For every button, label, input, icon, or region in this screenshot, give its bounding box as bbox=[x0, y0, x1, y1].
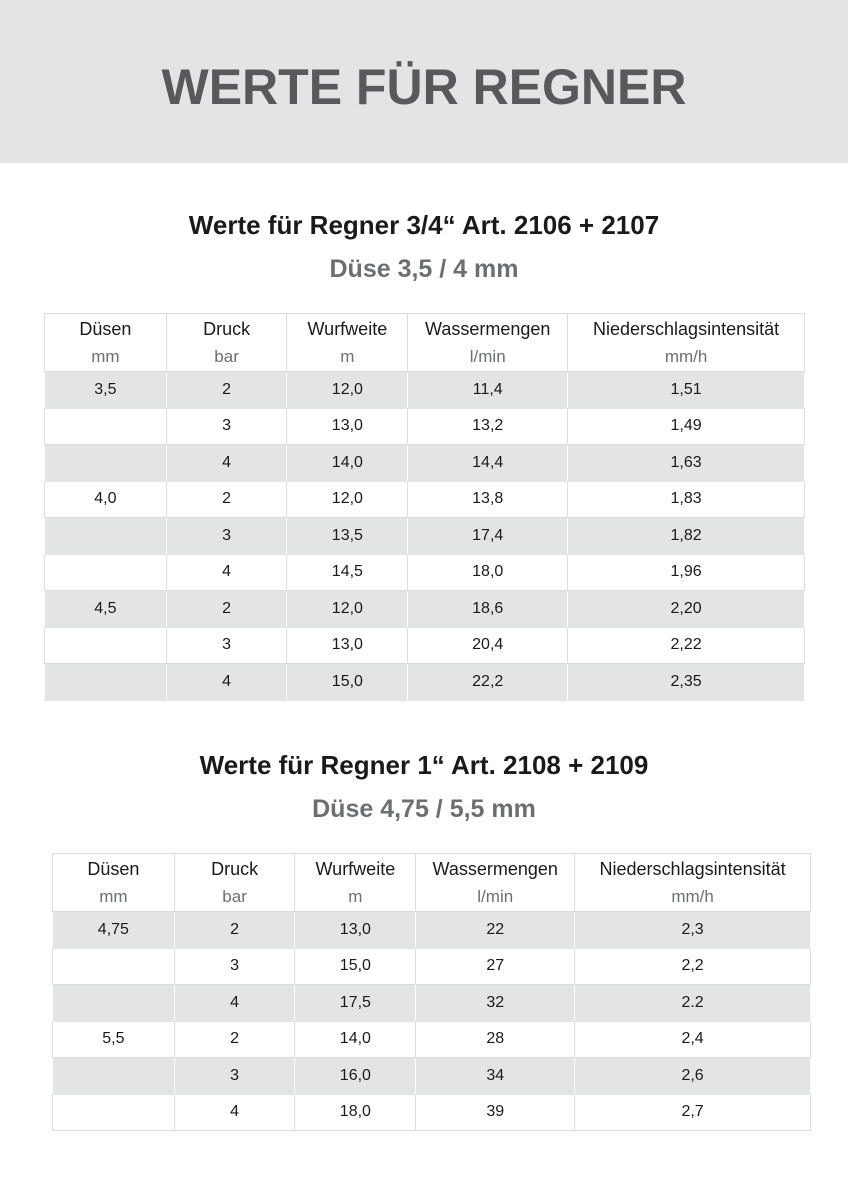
cell-niederschlag: 1,51 bbox=[568, 372, 805, 409]
column-unit: l/min bbox=[477, 886, 514, 906]
table-row bbox=[45, 627, 805, 664]
cell-wurfweite: 13,0 bbox=[295, 912, 416, 949]
cell-niederschlag: 1,96 bbox=[568, 554, 805, 591]
cell-druck: 4 bbox=[166, 554, 287, 591]
column-label: Druck bbox=[211, 858, 259, 879]
page-title: WERTE FÜR REGNER bbox=[161, 59, 687, 115]
table-row bbox=[53, 1094, 811, 1131]
cell-niederschlag: 1,83 bbox=[568, 481, 805, 518]
table-row bbox=[45, 554, 805, 591]
cell-wurfweite: 16,0 bbox=[295, 1058, 416, 1095]
cell-wassermengen: 34 bbox=[416, 1058, 575, 1095]
cell-druck: 3 bbox=[166, 408, 287, 445]
cell-wassermengen: 32 bbox=[416, 985, 575, 1022]
cell-duesen bbox=[45, 518, 167, 555]
column-label: Düsen bbox=[87, 858, 140, 879]
values-table-1 bbox=[44, 313, 805, 701]
cell-wurfweite: 14,0 bbox=[295, 1021, 416, 1058]
cell-wurfweite: 14,5 bbox=[287, 554, 408, 591]
column-unit: l/min bbox=[469, 346, 506, 366]
section-2-title: Werte für Regner 1“ Art. 2108 + 2109 bbox=[199, 750, 649, 780]
cell-druck: 4 bbox=[174, 1094, 295, 1131]
header-row bbox=[45, 314, 805, 372]
table-row bbox=[45, 518, 805, 555]
table-row bbox=[45, 664, 805, 701]
column-label: Wassermengen bbox=[425, 318, 551, 339]
cell-duesen bbox=[45, 408, 167, 445]
column-unit: bar bbox=[214, 346, 239, 366]
cell-wassermengen: 27 bbox=[416, 948, 575, 985]
cell-niederschlag: 2,22 bbox=[568, 627, 805, 664]
cell-niederschlag: 2,7 bbox=[575, 1094, 811, 1131]
column-label: Wurfweite bbox=[307, 318, 388, 339]
cell-wassermengen: 14,4 bbox=[408, 445, 568, 482]
cell-druck: 2 bbox=[166, 591, 287, 628]
cell-niederschlag: 2,4 bbox=[575, 1021, 811, 1058]
section-2-subtitle: Düse 4,75 / 5,5 mm bbox=[312, 795, 536, 823]
section-1-title: Werte für Regner 3/4“ Art. 2106 + 2107 bbox=[188, 210, 660, 240]
cell-wassermengen: 13,2 bbox=[408, 408, 568, 445]
cell-druck: 2 bbox=[166, 372, 287, 409]
column-header-druck bbox=[166, 314, 287, 372]
cell-wurfweite: 17,5 bbox=[295, 985, 416, 1022]
cell-niederschlag: 2.2 bbox=[575, 985, 811, 1022]
cell-wurfweite: 18,0 bbox=[295, 1094, 416, 1131]
cell-druck: 3 bbox=[166, 627, 287, 664]
column-header-niederschlag bbox=[568, 314, 805, 372]
column-unit: bar bbox=[222, 886, 247, 906]
cell-wassermengen: 13,8 bbox=[408, 481, 568, 518]
column-unit: m bbox=[340, 346, 355, 366]
table-row bbox=[53, 948, 811, 985]
cell-duesen bbox=[45, 664, 167, 701]
cell-druck: 2 bbox=[174, 1021, 295, 1058]
cell-druck: 4 bbox=[166, 664, 287, 701]
cell-niederschlag: 2,6 bbox=[575, 1058, 811, 1095]
cell-duesen bbox=[53, 1058, 175, 1095]
cell-wassermengen: 18,6 bbox=[408, 591, 568, 628]
cell-niederschlag: 2,2 bbox=[575, 948, 811, 985]
cell-niederschlag: 1,63 bbox=[568, 445, 805, 482]
cell-wassermengen: 39 bbox=[416, 1094, 575, 1131]
column-label: Düsen bbox=[79, 318, 132, 339]
table-row bbox=[53, 985, 811, 1022]
cell-duesen: 3,5 bbox=[45, 372, 167, 409]
cell-duesen bbox=[45, 554, 167, 591]
table-row bbox=[53, 1058, 811, 1095]
cell-wassermengen: 22,2 bbox=[408, 664, 568, 701]
values-table-2 bbox=[52, 853, 811, 1131]
table-row bbox=[53, 1021, 811, 1058]
cell-wassermengen: 22 bbox=[416, 912, 575, 949]
cell-duesen bbox=[45, 627, 167, 664]
cell-wurfweite: 12,0 bbox=[287, 591, 408, 628]
cell-duesen bbox=[53, 1094, 175, 1131]
cell-druck: 3 bbox=[166, 518, 287, 555]
cell-wurfweite: 14,0 bbox=[287, 445, 408, 482]
cell-niederschlag: 1,49 bbox=[568, 408, 805, 445]
cell-wurfweite: 15,0 bbox=[287, 664, 408, 701]
cell-druck: 4 bbox=[166, 445, 287, 482]
header-row bbox=[53, 854, 811, 912]
column-label: Wassermengen bbox=[432, 858, 558, 879]
column-header-wurfweite bbox=[295, 854, 416, 912]
cell-niederschlag: 2,3 bbox=[575, 912, 811, 949]
column-unit: m bbox=[348, 886, 363, 906]
cell-wassermengen: 20,4 bbox=[408, 627, 568, 664]
cell-duesen bbox=[53, 948, 175, 985]
column-header-niederschlag bbox=[575, 854, 811, 912]
column-unit: mm bbox=[99, 886, 128, 906]
cell-duesen bbox=[53, 985, 175, 1022]
table-row bbox=[45, 591, 805, 628]
cell-wassermengen: 28 bbox=[416, 1021, 575, 1058]
cell-druck: 3 bbox=[174, 948, 295, 985]
cell-druck: 4 bbox=[174, 985, 295, 1022]
table-row bbox=[45, 372, 805, 409]
column-header-wurfweite bbox=[287, 314, 408, 372]
cell-wurfweite: 12,0 bbox=[287, 481, 408, 518]
column-header-wassermengen bbox=[408, 314, 568, 372]
table-row bbox=[53, 912, 811, 949]
column-header-duesen bbox=[53, 854, 175, 912]
column-header-duesen bbox=[45, 314, 167, 372]
cell-duesen: 4,5 bbox=[45, 591, 167, 628]
column-unit: mm/h bbox=[671, 886, 714, 906]
cell-wassermengen: 18,0 bbox=[408, 554, 568, 591]
cell-wurfweite: 12,0 bbox=[287, 372, 408, 409]
cell-wassermengen: 17,4 bbox=[408, 518, 568, 555]
cell-niederschlag: 2,35 bbox=[568, 664, 805, 701]
cell-duesen: 4,0 bbox=[45, 481, 167, 518]
column-unit: mm bbox=[91, 346, 120, 366]
column-label: Druck bbox=[203, 318, 251, 339]
cell-duesen: 5,5 bbox=[53, 1021, 175, 1058]
cell-duesen bbox=[45, 445, 167, 482]
cell-druck: 2 bbox=[174, 912, 295, 949]
column-header-druck bbox=[174, 854, 295, 912]
cell-druck: 2 bbox=[166, 481, 287, 518]
column-label: Niederschlagsintensität bbox=[593, 318, 780, 339]
cell-wurfweite: 13,0 bbox=[287, 408, 408, 445]
cell-wassermengen: 11,4 bbox=[408, 372, 568, 409]
section-1-subtitle: Düse 3,5 / 4 mm bbox=[329, 255, 519, 283]
cell-wurfweite: 13,5 bbox=[287, 518, 408, 555]
table-row bbox=[45, 408, 805, 445]
cell-wurfweite: 13,0 bbox=[287, 627, 408, 664]
table-row bbox=[45, 445, 805, 482]
cell-druck: 3 bbox=[174, 1058, 295, 1095]
column-header-wassermengen bbox=[416, 854, 575, 912]
column-unit: mm/h bbox=[664, 346, 708, 366]
table-row bbox=[45, 481, 805, 518]
column-label: Niederschlagsintensität bbox=[599, 858, 786, 879]
cell-wurfweite: 15,0 bbox=[295, 948, 416, 985]
title-banner bbox=[0, 0, 848, 163]
column-label: Wurfweite bbox=[315, 858, 396, 879]
cell-niederschlag: 1,82 bbox=[568, 518, 805, 555]
cell-niederschlag: 2,20 bbox=[568, 591, 805, 628]
cell-duesen: 4,75 bbox=[53, 912, 175, 949]
